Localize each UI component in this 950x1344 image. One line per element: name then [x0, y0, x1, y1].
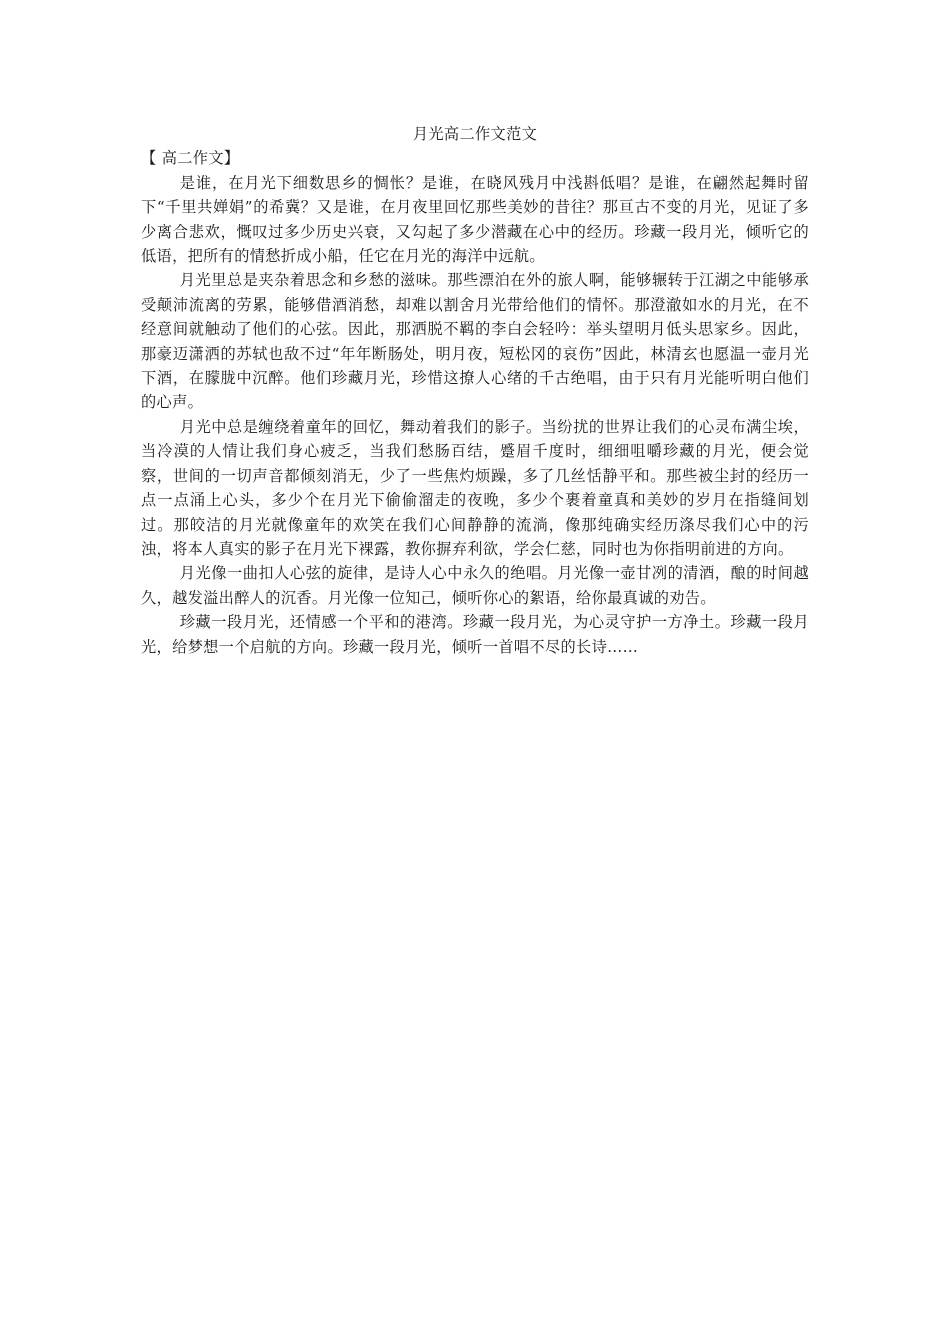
- paragraph: 月光像一曲扣人心弦的旋律，是诗人心中永久的绝唱。月光像一壶甘冽的清酒，酿的时间越久，越发溢出醉人的沉香。月光像一位知己，倾听你心的絮语，给你最真诚的劝告。: [141, 564, 809, 607]
- document-title: 月光高二作文范文: [412, 125, 538, 143]
- document-body: [141, 122, 809, 659]
- paragraph: 月光中总是缠绕着童年的回忆，舞动着我们的影子。当纷扰的世界让我们的心灵布满尘埃，当冷漠的人情让我们身心疲乏，当我们愁肠百结，蹙眉千度时，细细咀嚼珍藏的月光，便会觉察，世间的一切声音都倾刻消无，少了一些焦灼烦躁，多了几丝恬静平和。那些被尘封的经历一点一点涌上心头，多少个在月光下偷偷溜走的夜晚，多少个裹着童真和美妙的岁月在指缝间划过。那皎洁的月光就像童年的欢笑在我们心间静静的流淌，像那纯确实经历涤尽我们心中的污浊，将本人真实的影子在月光下裸露，教你摒弃利欲，学会仁慈，同时也为你指明前进的方向。: [141, 417, 809, 558]
- paragraph: 月光里总是夹杂着思念和乡愁的滋味。那些漂泊在外的旅人啊，能够辗转于江湖之中能够承受颠沛流离的劳累，能够借酒消愁，却难以割舍月光带给他们的情怀。那澄澈如水的月光，在不经意间就触动了他们的心弦。因此，那洒脱不羁的李白会轻吟：举头望明月低头思家乡。因此，那豪迈潇洒的苏轼也敌不过“年年断肠处，明月夜，短松冈的哀伤”因此，林清玄也愿温一壶月光下酒，在朦胧中沉醉。他们珍藏月光，珍惜这撩人心绪的千古绝唱，由于只有月光能听明白他们的心声。: [141, 271, 809, 412]
- paragraph: 珍藏一段月光，还情感一个平和的港湾。珍藏一段月光，为心灵守护一方净土。珍藏一段月光，给梦想一个启航的方向。珍藏一段月光，倾听一首唱不尽的长诗……: [141, 613, 809, 656]
- category-label: 【 高二作文】: [141, 149, 240, 168]
- paragraph: 是谁，在月光下细数思乡的惆怅？是谁，在晓风残月中浅斟低唱？是谁，在翩然起舞时留下“千里共婵娟”的希冀？又是谁，在月夜里回忆那些美妙的昔往？那亘古不变的月光，见证了多少离合悲欢，慨叹过多少历史兴衰，又勾起了多少潜藏在心中的经历。珍藏一段月光，倾听它的低语，把所有的情愁折成小船，任它在月光的海洋中远航。: [141, 173, 809, 266]
